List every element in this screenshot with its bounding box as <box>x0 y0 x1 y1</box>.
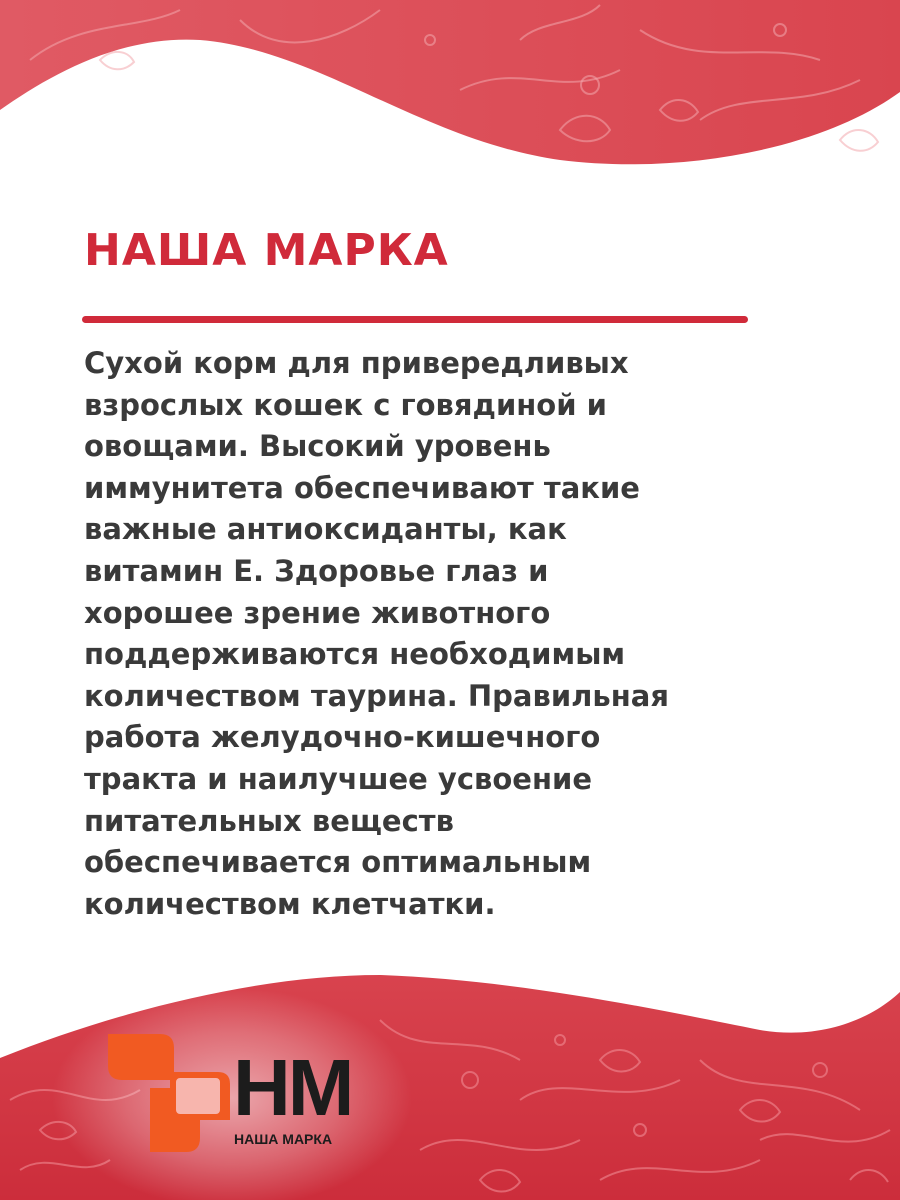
description-line: иммунитета обеспечивают такие <box>84 470 640 505</box>
description-line: количеством таурина. Правильная <box>84 678 669 713</box>
description-line: важные антиоксиданты, как <box>84 512 567 547</box>
description-line: питательных веществ <box>84 803 454 838</box>
page-title: НАША МАРКА <box>84 225 449 276</box>
product-description <box>84 343 744 925</box>
brand-logo-caption: НАША МАРКА <box>234 1131 333 1147</box>
brand-logo-icon <box>100 1028 230 1158</box>
description-line: обеспечивается оптимальным <box>84 845 592 880</box>
top-wave-band <box>0 0 900 164</box>
description-line: количеством клетчатки. <box>84 886 496 921</box>
brand-logo-letters: НМ <box>233 1043 352 1132</box>
description-line: взрослых кошек с говядиной и <box>84 387 607 422</box>
description-line: работа желудочно-кишечного <box>84 720 601 755</box>
description-line: овощами. Высокий уровень <box>84 429 551 464</box>
title-divider <box>82 316 748 323</box>
description-line: тракта и наилучшее усвоение <box>84 761 592 796</box>
description-line: поддерживаются необходимым <box>84 637 626 672</box>
description-line: Сухой корм для привередливых <box>84 346 629 380</box>
brand-logo <box>100 1028 365 1158</box>
description-line: витамин Е. Здоровье глаз и <box>84 553 549 588</box>
description-line: хорошее зрение животного <box>84 595 551 630</box>
